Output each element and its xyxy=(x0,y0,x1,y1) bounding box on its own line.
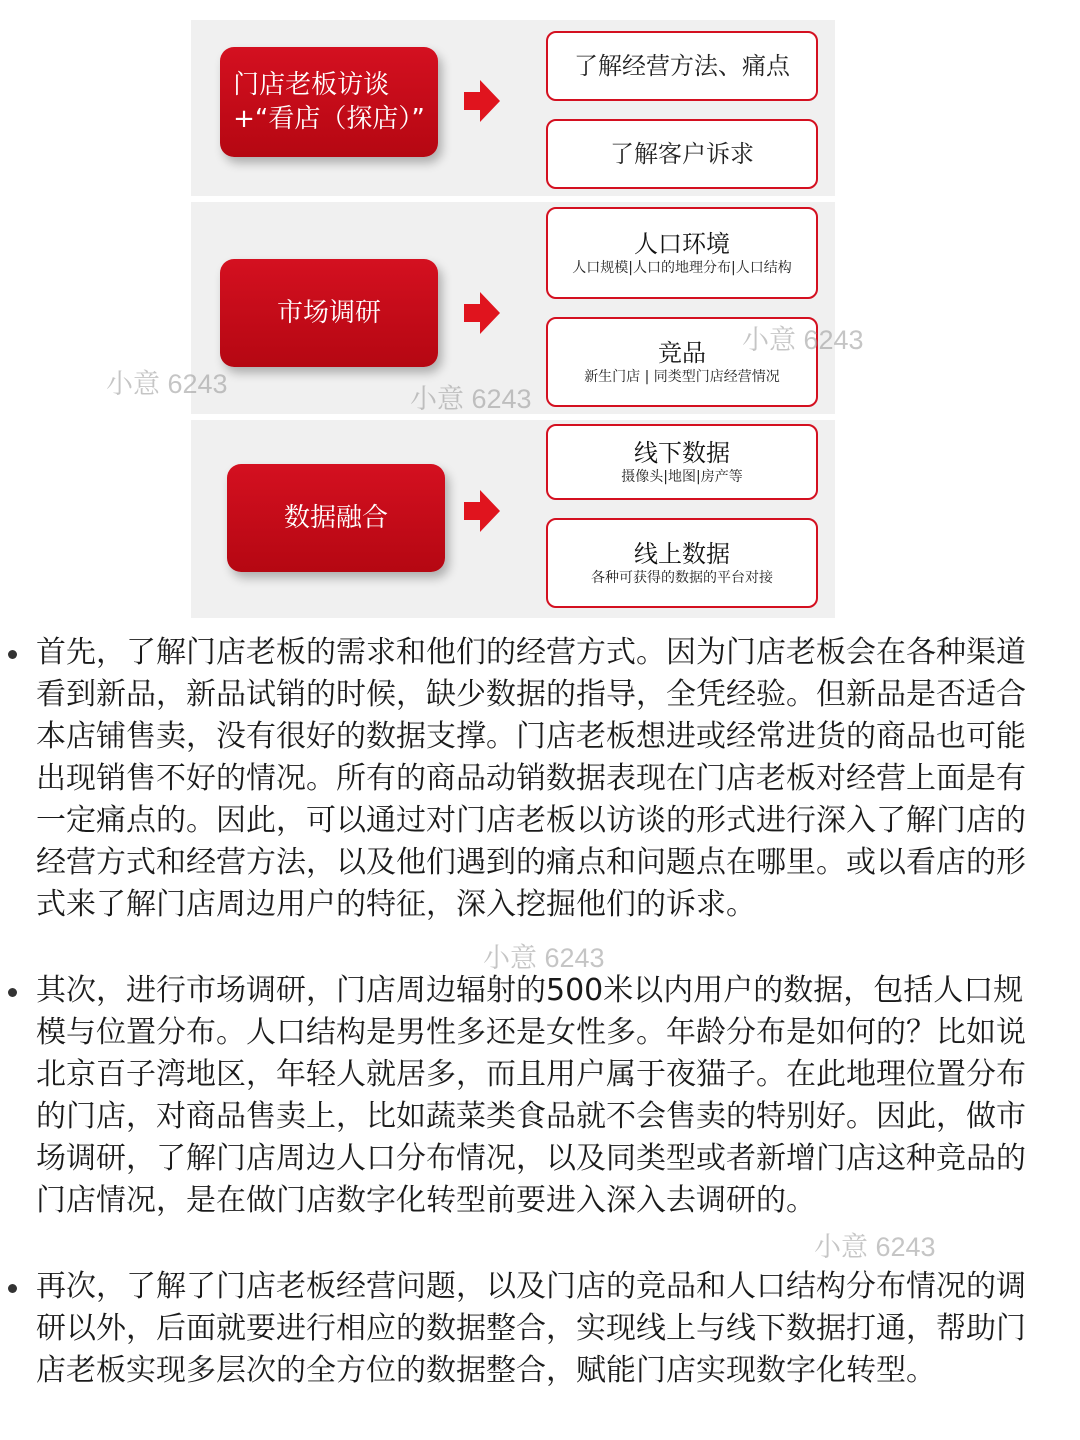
source-label-line1: 门店老板访谈 xyxy=(233,70,390,100)
output-title: 人口环境 xyxy=(634,229,730,258)
bullet-dot xyxy=(8,650,17,659)
output-box xyxy=(546,31,818,101)
output-box xyxy=(546,207,818,299)
right-arrow-icon xyxy=(464,292,500,334)
output-subtitle: 人口规模|人口的地理分布|人口结构 xyxy=(572,259,792,276)
output-subtitle: 摄像头|地图|房产等 xyxy=(621,468,743,485)
output-box xyxy=(546,119,818,189)
source-box-market-research xyxy=(220,259,438,367)
output-subtitle: 新生门店 | 同类型门店经营情况 xyxy=(584,368,780,385)
bullet-paragraph: 首先，了解门店老板的需求和他们的经营方式。因为门店老板会在各种渠道看到新品，新品试销的时候，缺少数据的指导，全凭经验。但新品是否适合本店铺售卖，没有很好的数据支撑。门店老板想进或经常进货的商品也可能出现销售不好的情况。所有的商品动销数据表现在门店老板对经营上面是有一定痛点的。因此，可以通过对门店老板以访谈的形式进行深入了解门店的经营方式和经营方法，以及他们遇到的痛点和问题点在哪里。或以看店的形式来了解门店周边用户的特征，深入挖掘他们的诉求。 xyxy=(36,635,1026,922)
source-label-line2: +“看店（探店）” xyxy=(233,104,425,134)
watermark: 小意 6243 xyxy=(742,325,864,355)
band-divider xyxy=(191,196,835,202)
watermark: 小意 6243 xyxy=(483,943,605,973)
bullet-dot xyxy=(8,1284,17,1293)
right-arrow-icon xyxy=(464,490,500,532)
right-arrow-icon xyxy=(464,80,500,122)
output-title: 了解客户诉求 xyxy=(610,140,754,168)
source-box-data-fusion xyxy=(227,464,445,572)
source-box-interview xyxy=(220,47,438,157)
watermark: 小意 6243 xyxy=(106,369,228,399)
output-title: 线下数据 xyxy=(634,438,730,467)
output-title: 了解经营方法、痛点 xyxy=(574,52,790,80)
output-subtitle: 各种可获得的数据的平台对接 xyxy=(591,569,773,586)
watermark: 小意 6243 xyxy=(410,384,532,414)
output-title: 竞品 xyxy=(658,338,706,367)
bullet-paragraph: 再次，了解了门店老板经营问题，以及门店的竞品和人口结构分布情况的调研以外，后面就要进行相应的数据整合，实现线上与线下数据打通，帮助门店老板实现多层次的全方位的数据整合，赋能门店实现数字化转型。 xyxy=(36,1269,1026,1388)
bullet-dot xyxy=(8,988,17,997)
flow-diagram xyxy=(191,20,835,618)
bullet-paragraph: 其次，进行市场调研，门店周边辐射的500米以内用户的数据，包括人口规模与位置分布。人口结构是男性多还是女性多。年龄分布是如何的？比如说北京百子湾地区，年轻人就居多，而且用户属于夜猫子。在此地理位置分布的门店，对商品售卖上，比如蔬菜类食品就不会售卖的特别好。因此，做市场调研，了解门店周边人口分布情况，以及同类型或者新增门店这种竞品的门店情况，是在做门店数字化转型前要进入深入去调研的。 xyxy=(36,973,1026,1218)
output-box xyxy=(546,518,818,608)
output-title: 线上数据 xyxy=(634,539,730,568)
output-box xyxy=(546,424,818,500)
watermark: 小意 6243 xyxy=(814,1232,936,1262)
source-label: 市场调研 xyxy=(276,298,381,328)
source-label: 数据融合 xyxy=(283,503,388,533)
